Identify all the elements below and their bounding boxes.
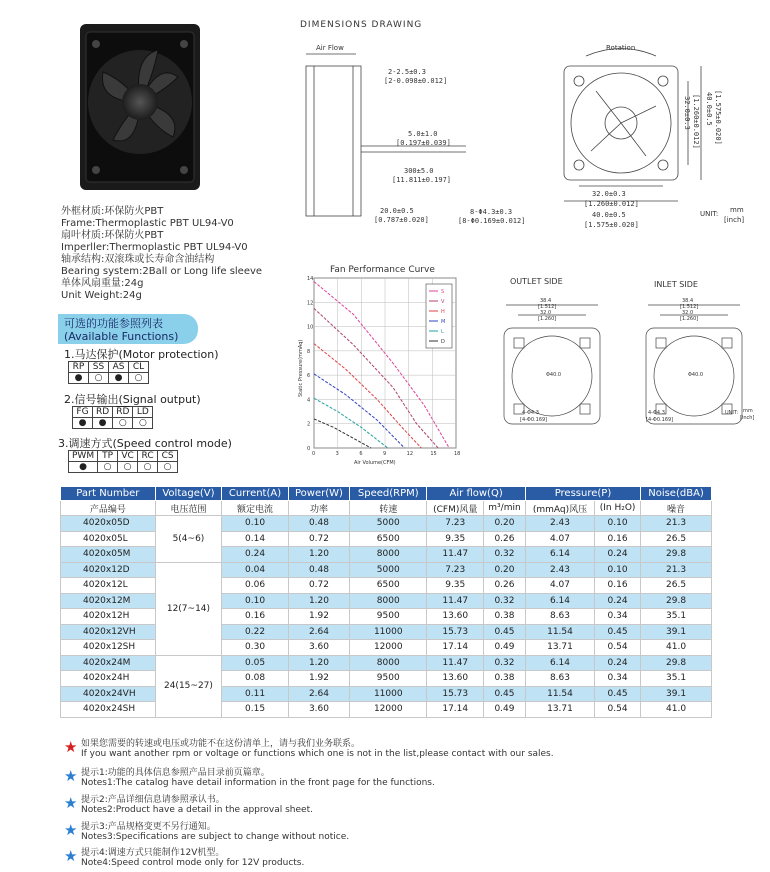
note-item xyxy=(64,822,349,842)
table-cell: 0.10 xyxy=(595,516,641,532)
table-cell: 2.43 xyxy=(525,516,594,532)
unit-mm: mm xyxy=(730,206,744,214)
table-cell: 0.20 xyxy=(484,562,526,578)
table-cell: 0.10 xyxy=(222,516,289,532)
table-cell: 39.1 xyxy=(641,686,712,702)
table-cell: 0.32 xyxy=(484,655,526,671)
column-subheader: 额定电流 xyxy=(222,501,289,516)
column-header: Voltage(V) xyxy=(155,487,222,501)
table-cell: 6500 xyxy=(350,578,427,594)
table-cell: 5000 xyxy=(350,562,427,578)
table-cell: 12000 xyxy=(350,702,427,718)
column-header: Air flow(Q) xyxy=(427,487,525,501)
star-icon: ★ xyxy=(64,821,78,839)
dim-v3: 40.0±0.5 xyxy=(705,92,713,126)
dim-d4b: [0.787±0.020] xyxy=(374,216,429,224)
table-cell: 0.24 xyxy=(595,547,641,563)
rotation-label: Rotation xyxy=(606,44,636,52)
voltage-cell: 12(7~14) xyxy=(155,562,222,655)
option-mark: ● xyxy=(69,462,98,473)
table-cell: 11000 xyxy=(350,624,427,640)
table-row xyxy=(61,562,712,578)
spec-line: Unit Weight:24g xyxy=(61,290,142,301)
table-cell: 35.1 xyxy=(641,671,712,687)
spec-line: Bearing system:2Ball or Long life sleeve xyxy=(61,266,263,277)
column-subheader: 电压范围 xyxy=(155,501,222,516)
option-mark: ● xyxy=(69,373,89,384)
column-subheader: (In H₂O) xyxy=(595,501,641,516)
option-mark: ○ xyxy=(113,418,133,429)
column-subheader: 噪音 xyxy=(641,501,712,516)
dim-d6a: 32.0±0.3 xyxy=(592,190,626,198)
table-subheader-row xyxy=(61,501,712,516)
chart-xlabel: Air Volume(CFM) xyxy=(354,460,396,466)
table-cell: 0.10 xyxy=(222,593,289,609)
option-code: RP xyxy=(69,362,89,373)
table-cell: 0.48 xyxy=(288,516,349,532)
inlet-circle-dim: Φ40.0 xyxy=(688,372,704,378)
option-mark: ● xyxy=(73,418,93,429)
note-en: Notes3:Specifications are subject to change without notice. xyxy=(81,832,350,842)
table-cell: 9.35 xyxy=(427,578,484,594)
dim-v2: [1.260±0.012] xyxy=(692,94,700,149)
part-number-cell: 4020x12L xyxy=(61,578,156,594)
table-cell: 11000 xyxy=(350,686,427,702)
x-tick-label: 9 xyxy=(383,451,387,457)
signal-output-table xyxy=(72,406,153,429)
table-cell: 11.54 xyxy=(525,624,594,640)
table-cell: 29.8 xyxy=(641,547,712,563)
outlet-dim-a2: [1.512] xyxy=(538,304,557,310)
y-tick-label: 4 xyxy=(307,397,311,404)
part-number-cell: 4020x12M xyxy=(61,593,156,609)
outlet-dim-b2: [1.260] xyxy=(538,316,557,322)
table-cell: 7.23 xyxy=(427,516,484,532)
column-header: Current(A) xyxy=(222,487,289,501)
table-cell: 1.20 xyxy=(288,593,349,609)
note-en: Notes1:The catalog have detail information in the front page for the functions. xyxy=(81,778,435,788)
legend-label: L xyxy=(441,329,444,335)
dim-d5b: [8-Φ0.169±0.012] xyxy=(458,217,526,225)
banner-en: (Available Functions) xyxy=(64,330,179,343)
table-cell: 1.20 xyxy=(288,547,349,563)
table-cell: 0.49 xyxy=(484,640,526,656)
note-cn: 提示4:调速方式只能制作12V机型。 xyxy=(81,848,225,858)
voltage-cell: 5(4~6) xyxy=(155,516,222,563)
column-subheader: 功率 xyxy=(288,501,349,516)
dim-d1b: [2-0.098±0.012] xyxy=(384,77,448,85)
x-tick-label: 18 xyxy=(454,451,461,457)
option-code: CS xyxy=(158,451,178,462)
column-header: Speed(RPM) xyxy=(350,487,427,501)
legend-label: V xyxy=(441,299,445,305)
inlet-dim-b: 32.0 xyxy=(682,310,694,316)
star-icon: ★ xyxy=(64,738,78,756)
table-cell: 0.06 xyxy=(222,578,289,594)
table-cell: 4.07 xyxy=(525,531,594,547)
table-cell: 0.24 xyxy=(595,655,641,671)
table-cell: 9.35 xyxy=(427,531,484,547)
inlet-hole: 4-Φ4.3 xyxy=(648,410,665,416)
table-cell: 0.15 xyxy=(222,702,289,718)
part-number-cell: 4020x24M xyxy=(61,655,156,671)
outlet-hole2: [4-Φ0.169] xyxy=(520,417,548,423)
option-code: CL xyxy=(129,362,149,373)
table-cell: 0.72 xyxy=(288,531,349,547)
spec-line: 轴承结构:双滚珠或长寿命含油结构 xyxy=(61,254,215,265)
part-number-cell: 4020x12H xyxy=(61,609,156,625)
outlet-circle-dim: Φ40.0 xyxy=(546,372,562,378)
option-code: SS xyxy=(89,362,109,373)
dim-d3b: [11.811±0.197] xyxy=(392,176,452,184)
star-icon: ★ xyxy=(64,767,78,785)
part-number-cell: 4020x05L xyxy=(61,531,156,547)
table-cell: 13.71 xyxy=(525,702,594,718)
table-cell: 0.45 xyxy=(484,624,526,640)
table-cell: 0.22 xyxy=(222,624,289,640)
note-item xyxy=(64,768,435,788)
inlet-dim-b2: [1.260] xyxy=(680,316,699,322)
table-cell: 41.0 xyxy=(641,702,712,718)
table-cell: 0.11 xyxy=(222,686,289,702)
table-cell: 8.63 xyxy=(525,609,594,625)
part-number-cell: 4020x24SH xyxy=(61,702,156,718)
table-cell: 11.54 xyxy=(525,686,594,702)
table-cell: 2.64 xyxy=(288,624,349,640)
option-mark: ○ xyxy=(129,373,149,384)
part-number-cell: 4020x12VH xyxy=(61,624,156,640)
table-cell: 15.73 xyxy=(427,624,484,640)
dim-d2b: [0.197±0.039] xyxy=(396,139,451,147)
dim-d7a: 40.0±0.5 xyxy=(592,211,626,219)
table-cell: 0.54 xyxy=(595,640,641,656)
note-item xyxy=(64,739,554,759)
table-cell: 21.3 xyxy=(641,562,712,578)
option-code: FG xyxy=(73,407,93,418)
part-number-cell: 4020x24H xyxy=(61,671,156,687)
legend-label: D xyxy=(441,339,445,345)
table-cell: 0.14 xyxy=(222,531,289,547)
fan-performance-chart xyxy=(296,262,466,468)
y-tick-label: 2 xyxy=(307,421,311,428)
table-cell: 0.08 xyxy=(222,671,289,687)
star-icon: ★ xyxy=(64,847,78,865)
table-cell: 0.16 xyxy=(595,531,641,547)
table-cell: 8000 xyxy=(350,547,427,563)
table-cell: 12000 xyxy=(350,640,427,656)
table-cell: 0.24 xyxy=(595,593,641,609)
table-cell: 6.14 xyxy=(525,655,594,671)
option-mark: ● xyxy=(93,418,113,429)
part-number-cell: 4020x24VH xyxy=(61,686,156,702)
column-header: Part Number xyxy=(61,487,156,501)
banner-cn: 可选的功能参照列表 xyxy=(64,317,163,330)
table-cell: 26.5 xyxy=(641,531,712,547)
option-code: AS xyxy=(109,362,129,373)
dim-v4: [1.575±0.020] xyxy=(714,90,722,145)
table-cell: 3.60 xyxy=(288,640,349,656)
table-cell: 11.47 xyxy=(427,593,484,609)
table-cell: 29.8 xyxy=(641,593,712,609)
table-cell: 9500 xyxy=(350,671,427,687)
note-en: If you want another rpm or voltage or functions which one is not in the list,please contact with our sales. xyxy=(81,749,554,759)
motor-protection-title: 1.马达保护(Motor protection) xyxy=(64,348,219,361)
table-cell: 0.24 xyxy=(222,547,289,563)
material-specs xyxy=(61,206,262,302)
option-code: $\overline{RD}$ xyxy=(113,407,133,418)
dim-d7b: [1.575±0.020] xyxy=(584,221,639,229)
option-mark: ○ xyxy=(133,418,153,429)
table-cell: 0.72 xyxy=(288,578,349,594)
part-number-cell: 4020x05M xyxy=(61,547,156,563)
dim-d6b: [1.260±0.012] xyxy=(584,200,639,208)
part-number-cell: 4020x05D xyxy=(61,516,156,532)
inlet-hole2: [4-Φ0.169] xyxy=(646,417,674,423)
table-cell: 6.14 xyxy=(525,547,594,563)
x-tick-label: 12 xyxy=(406,451,414,457)
option-mark: ○ xyxy=(98,462,118,473)
legend-label: H xyxy=(441,309,445,315)
table-cell: 17.14 xyxy=(427,702,484,718)
table-cell: 0.54 xyxy=(595,702,641,718)
inlet-side-title: INLET SIDE xyxy=(654,280,698,289)
table-cell: 13.60 xyxy=(427,671,484,687)
option-code: PWM xyxy=(69,451,98,462)
dimensions-drawing xyxy=(296,36,766,236)
table-cell: 2.43 xyxy=(525,562,594,578)
table-cell: 0.32 xyxy=(484,547,526,563)
table-cell: 29.8 xyxy=(641,655,712,671)
table-header-row xyxy=(61,487,712,501)
table-cell: 1.20 xyxy=(288,655,349,671)
spec-line: 外框材质:环保防火PBT xyxy=(61,206,164,217)
outlet-side-title: OUTLET SIDE xyxy=(510,277,563,286)
part-number-cell: 4020x12SH xyxy=(61,640,156,656)
table-cell: 0.04 xyxy=(222,562,289,578)
dimensions-title: DIMENSIONS DRAWING xyxy=(300,20,423,30)
spec-line: 单体风扇重量:24g xyxy=(61,278,144,289)
fan-product-photo xyxy=(78,22,202,192)
column-subheader: 转速 xyxy=(350,501,427,516)
dim-d4a: 20.0±0.5 xyxy=(380,207,414,215)
table-cell: 11.47 xyxy=(427,547,484,563)
air-flow-label: Air Flow xyxy=(316,44,344,52)
option-code: RD xyxy=(93,407,113,418)
part-number-cell: 4020x12D xyxy=(61,562,156,578)
table-cell: 8.63 xyxy=(525,671,594,687)
note-cn: 提示1:功能的具体信息参照产品目录前页篇章。 xyxy=(81,768,270,778)
spec-line: Frame:Thermoplastic PBT UL94-V0 xyxy=(61,218,234,229)
table-cell: 0.20 xyxy=(484,516,526,532)
legend-label: S xyxy=(441,289,445,295)
note-cn: 提示3:产品规格变更不另行通知。 xyxy=(81,822,216,832)
table-cell: 0.45 xyxy=(484,686,526,702)
note-en: Note4:Speed control mode only for 12V products. xyxy=(81,858,305,868)
y-tick-label: 8 xyxy=(307,348,311,355)
note-item xyxy=(64,795,313,815)
column-subheader: 产品编号 xyxy=(61,501,156,516)
dim-d2a: 5.0±1.0 xyxy=(408,130,438,138)
table-cell: 17.14 xyxy=(427,640,484,656)
x-tick-label: 15 xyxy=(430,451,437,457)
option-mark: ○ xyxy=(89,373,109,384)
table-cell: 39.1 xyxy=(641,624,712,640)
table-cell: 0.49 xyxy=(484,702,526,718)
inlet-dim-a2: [1.512] xyxy=(680,304,699,310)
option-mark: ● xyxy=(109,373,129,384)
outlet-dim-b: 32.0 xyxy=(540,310,552,316)
chart-legend xyxy=(426,284,452,348)
table-cell: 0.38 xyxy=(484,609,526,625)
speed-control-title: 3.调速方式(Speed control mode) xyxy=(58,437,232,450)
table-cell: 1.92 xyxy=(288,609,349,625)
table-cell: 26.5 xyxy=(641,578,712,594)
option-code: RC xyxy=(138,451,158,462)
y-tick-label: 10 xyxy=(307,324,314,331)
table-cell: 11.47 xyxy=(427,655,484,671)
column-header: Pressure(P) xyxy=(525,487,640,501)
table-cell: 8000 xyxy=(350,593,427,609)
table-cell: 1.92 xyxy=(288,671,349,687)
option-code: TP xyxy=(98,451,118,462)
table-cell: 5000 xyxy=(350,516,427,532)
legend-label: M xyxy=(441,319,446,325)
option-mark: ○ xyxy=(118,462,138,473)
table-cell: 6500 xyxy=(350,531,427,547)
motor-protection-table xyxy=(68,361,149,384)
unit-inch: [inch] xyxy=(724,216,745,224)
table-cell: 0.38 xyxy=(484,671,526,687)
y-tick-label: 6 xyxy=(307,373,311,380)
table-cell: 0.30 xyxy=(222,640,289,656)
spec-line: Imperller:Thermoplastic PBT UL94-V0 xyxy=(61,242,248,253)
table-cell: 0.16 xyxy=(595,578,641,594)
x-tick-label: 3 xyxy=(335,451,339,457)
x-tick-label: 0 xyxy=(312,451,316,457)
x-tick-label: 6 xyxy=(359,451,363,457)
column-header: Power(W) xyxy=(288,487,349,501)
star-icon: ★ xyxy=(64,794,78,812)
outlet-dim-a: 38.4 xyxy=(540,298,552,304)
column-subheader: m³/min xyxy=(484,501,526,516)
option-mark: ○ xyxy=(158,462,178,473)
table-cell: 13.71 xyxy=(525,640,594,656)
spec-table xyxy=(60,486,712,718)
table-cell: 0.45 xyxy=(595,624,641,640)
table-cell: 15.73 xyxy=(427,686,484,702)
outlet-hole: 4-Φ4.3 xyxy=(522,410,539,416)
chart-title: Fan Performance Curve xyxy=(330,265,435,275)
table-cell: 0.32 xyxy=(484,593,526,609)
available-functions-banner xyxy=(58,314,198,344)
note-en: Notes2:Product have a detail in the approval sheet. xyxy=(81,805,313,815)
side-views xyxy=(476,272,766,432)
table-cell: 0.26 xyxy=(484,578,526,594)
table-cell: 0.45 xyxy=(595,686,641,702)
table-cell: 7.23 xyxy=(427,562,484,578)
table-cell: 0.05 xyxy=(222,655,289,671)
table-cell: 0.34 xyxy=(595,671,641,687)
table-cell: 3.60 xyxy=(288,702,349,718)
inlet-dim-a: 38.4 xyxy=(682,298,694,304)
table-cell: 0.34 xyxy=(595,609,641,625)
table-row xyxy=(61,516,712,532)
note-cn: 如果您需要的转速或电压或功能不在这份清单上，请与我们业务联系。 xyxy=(81,739,361,749)
column-header: Noise(dBA) xyxy=(641,487,712,501)
note-item xyxy=(64,848,304,868)
dim-d1a: 2-2.5±0.3 xyxy=(388,68,426,76)
y-tick-label: 14 xyxy=(307,276,314,282)
y-tick-label: 0 xyxy=(307,446,311,452)
table-cell: 13.60 xyxy=(427,609,484,625)
signal-output-title: 2.信号输出(Signal output) xyxy=(64,393,201,406)
column-subheader: (CFM)风量 xyxy=(427,501,484,516)
option-code: LD xyxy=(133,407,153,418)
table-cell: 9500 xyxy=(350,609,427,625)
table-cell: 0.26 xyxy=(484,531,526,547)
option-code: VC xyxy=(118,451,138,462)
spec-line: 扇叶材质:环保防火PBT xyxy=(61,230,164,241)
column-subheader: (mmAq)风压 xyxy=(525,501,594,516)
table-cell: 8000 xyxy=(350,655,427,671)
table-cell: 0.48 xyxy=(288,562,349,578)
table-cell: 0.10 xyxy=(595,562,641,578)
speed-control-table xyxy=(68,450,178,473)
dim-d3a: 300±5.0 xyxy=(404,167,434,175)
sides-unit-mm: mm xyxy=(743,408,753,414)
table-cell: 2.64 xyxy=(288,686,349,702)
table-cell: 21.3 xyxy=(641,516,712,532)
chart-ylabel: Static Pressure(mmAq) xyxy=(298,339,304,397)
voltage-cell: 24(15~27) xyxy=(155,655,222,717)
sides-unit-inch: [inch] xyxy=(740,415,755,421)
table-cell: 6.14 xyxy=(525,593,594,609)
table-cell: 4.07 xyxy=(525,578,594,594)
table-cell: 35.1 xyxy=(641,609,712,625)
dim-v1: 32.0±0.3 xyxy=(683,96,691,130)
table-cell: 0.16 xyxy=(222,609,289,625)
sides-unit: UNIT: xyxy=(725,410,739,416)
unit-label: UNIT: xyxy=(700,210,719,218)
table-row xyxy=(61,655,712,671)
y-tick-label: 12 xyxy=(307,300,314,307)
option-mark: ○ xyxy=(138,462,158,473)
note-cn: 提示2:产品详细信息请参照承认书。 xyxy=(81,795,225,805)
table-cell: 41.0 xyxy=(641,640,712,656)
dim-d5a: 8-Φ4.3±0.3 xyxy=(470,208,513,216)
